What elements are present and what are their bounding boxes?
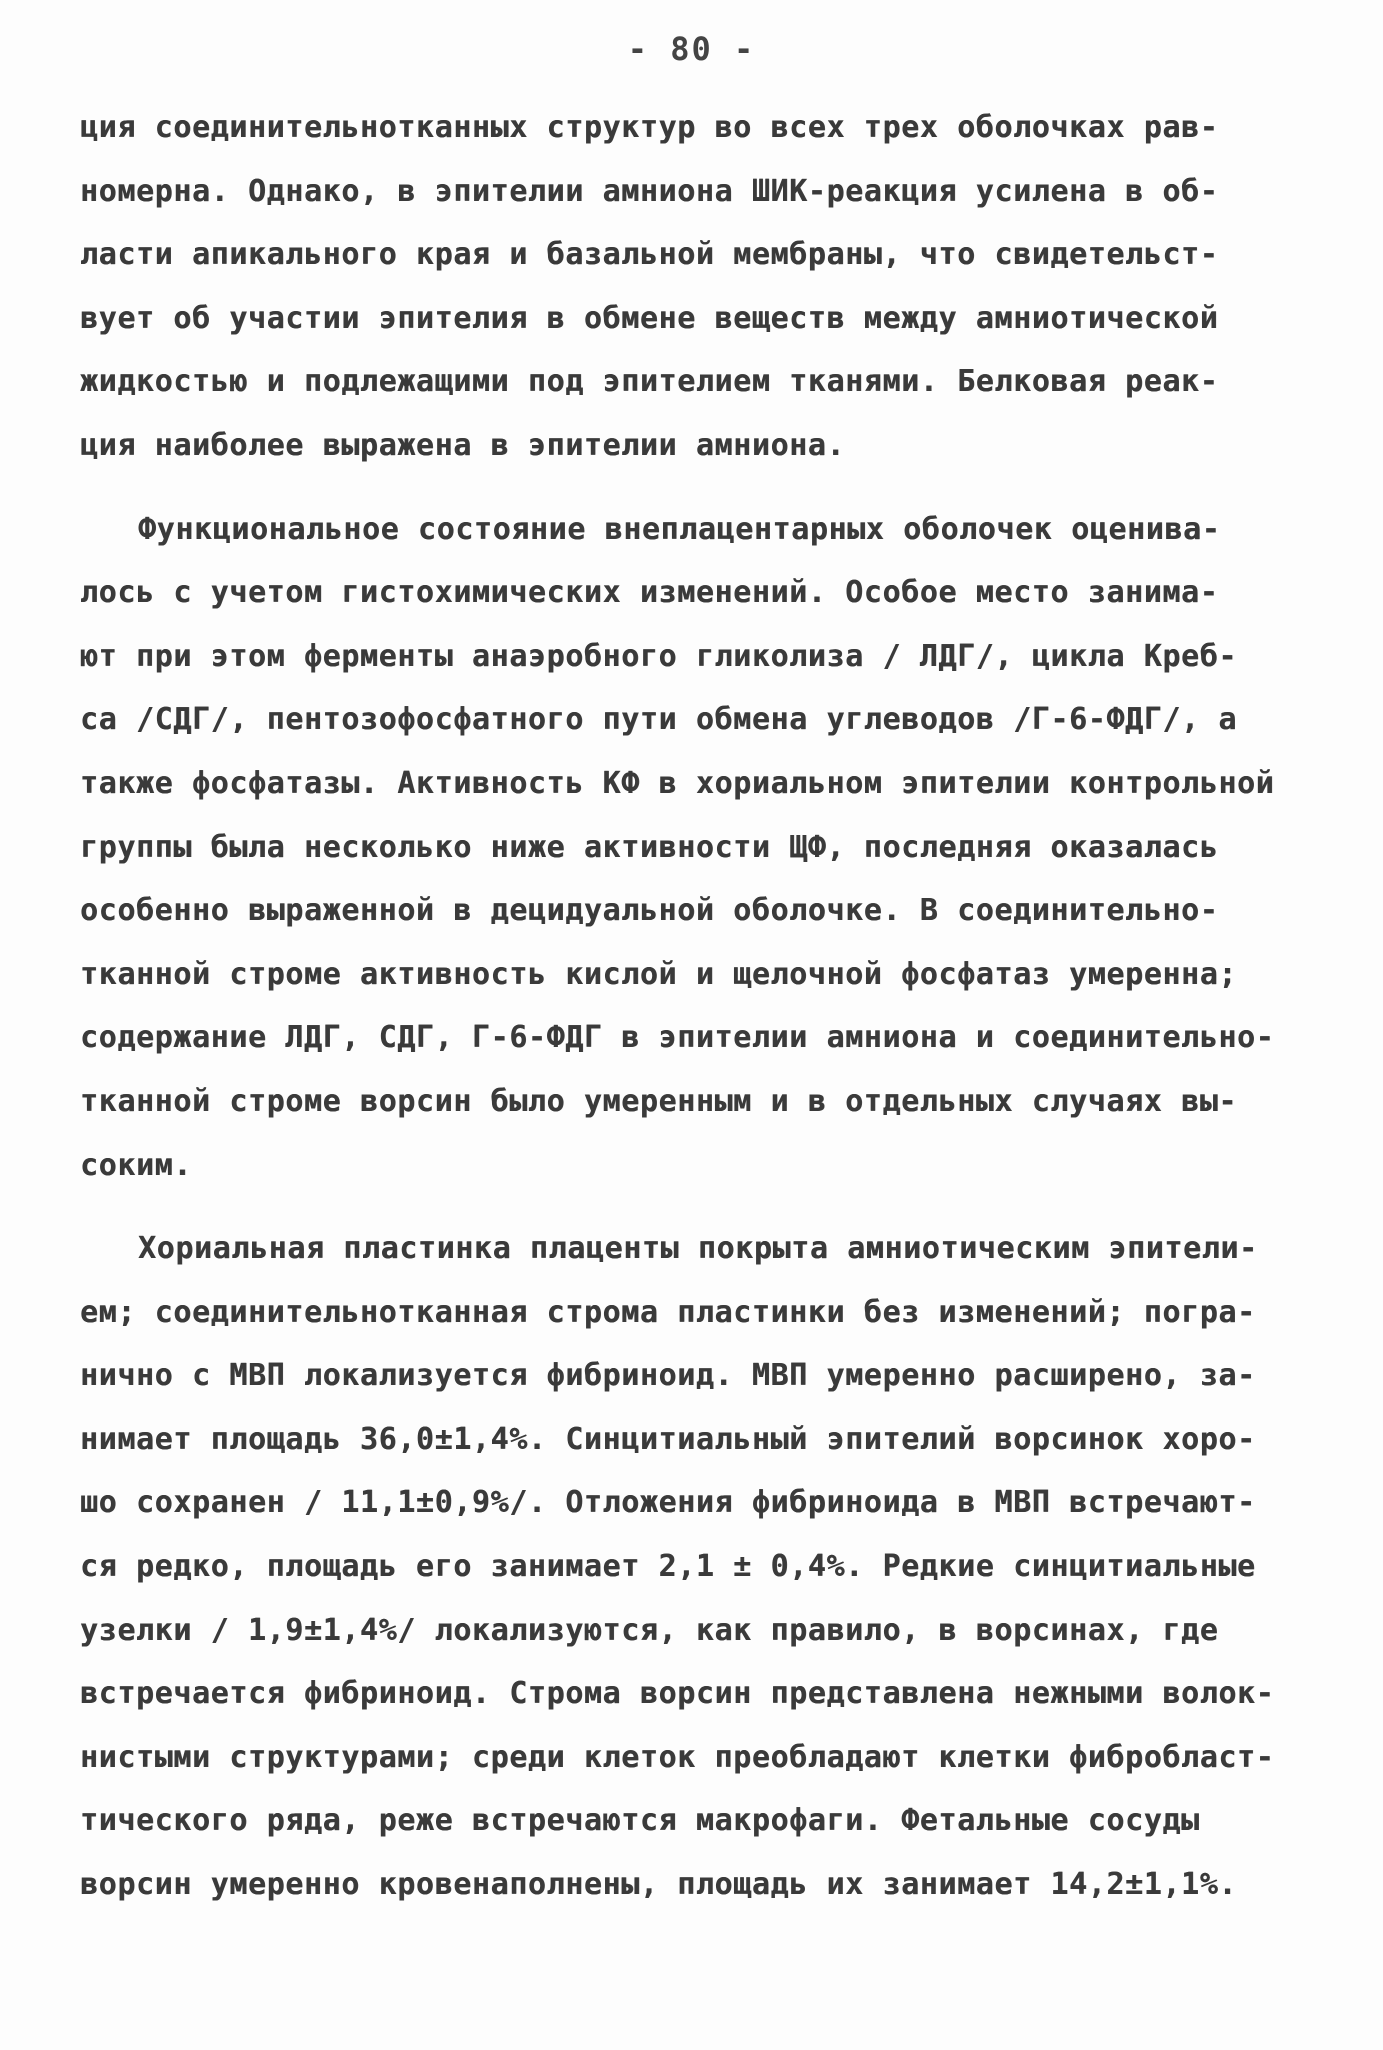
text-line: нимает площадь 36,0±1,4%. Синцитиальный эпителий ворсинок хоро- bbox=[80, 1421, 1256, 1457]
page-number: - 80 - bbox=[627, 30, 756, 68]
text-line: ют при этом ферменты анаэробного гликолиза / ЛДГ/, цикла Креб- bbox=[80, 638, 1238, 674]
paragraph-3 bbox=[80, 1217, 1310, 1917]
text-line: ласти апикального края и базальной мембраны, что свидетельст- bbox=[80, 237, 1219, 273]
body-text bbox=[80, 96, 1310, 1917]
text-line: тканной строме активность кислой и щелочной фосфатаз умеренна; bbox=[80, 956, 1238, 992]
text-line: вует об участии эпителия в обмене веществ между амниотической bbox=[80, 300, 1219, 336]
text-line: ция соединительнотканных структур во всех трех оболочках рав- bbox=[80, 110, 1219, 145]
text-line: узелки / 1,9±1,4%/ локализуются, как правило, в ворсинах, где bbox=[80, 1612, 1219, 1648]
text-line: группы была несколько ниже активности ЩФ, последняя оказалась bbox=[80, 829, 1219, 865]
text-line: ция наиболее выражена в эпителии амниона. bbox=[80, 427, 846, 463]
paragraph-gap bbox=[80, 478, 1310, 498]
paragraph-2 bbox=[80, 498, 1310, 1198]
text-line: встречается фибриноид. Строма ворсин представлена нежными волок- bbox=[80, 1676, 1275, 1712]
paragraph-1 bbox=[80, 96, 1310, 478]
text-line: шо сохранен / 11,1±0,9%/. Отложения фибриноида в МВП встречают- bbox=[80, 1485, 1256, 1521]
text-line: соким. bbox=[80, 1147, 192, 1183]
text-line: Функциональное состояние внеплацентарных оболочек оценива- bbox=[138, 511, 1221, 547]
text-line: жидкостью и подлежащими под эпителием тканями. Белковая реак- bbox=[80, 364, 1219, 400]
text-line: ем; соединительнотканная строма пластинки без изменений; погра- bbox=[80, 1294, 1256, 1330]
text-line: нистыми структурами; среди клеток преобладают клетки фибробласт- bbox=[80, 1739, 1275, 1775]
text-line: ся редко, площадь его занимает 2,1 ± 0,4%. Редкие синцитиальные bbox=[80, 1549, 1256, 1585]
text-line: нично с МВП локализуется фибриноид. МВП умеренно расширено, за- bbox=[80, 1358, 1256, 1394]
text-line: Хориальная пластинка плаценты покрыта амниотическим эпители- bbox=[138, 1231, 1258, 1267]
text-line: тического ряда, реже встречаются макрофаги. Фетальные сосуды bbox=[80, 1803, 1200, 1839]
text-line: содержание ЛДГ, СДГ, Г-6-ФДГ в эпителии амниона и соединительно- bbox=[80, 1020, 1275, 1056]
text-line: ворсин умеренно кровенаполнены, площадь их занимает 14,2±1,1%. bbox=[80, 1867, 1238, 1903]
text-line: тканной строме ворсин было умеренным и в отдельных случаях вы- bbox=[80, 1083, 1238, 1119]
text-line: также фосфатазы. Активность КФ в хориальном эпителии контрольной bbox=[80, 765, 1275, 801]
text-line: лось с учетом гистохимических изменений. Особое место занима- bbox=[80, 575, 1219, 611]
text-line: особенно выраженной в децидуальной оболочке. В соединительно- bbox=[80, 893, 1219, 929]
text-line: са /СДГ/, пентозофосфатного пути обмена углеводов /Г-6-ФДГ/, а bbox=[80, 702, 1238, 738]
paragraph-gap bbox=[80, 1197, 1310, 1217]
text-line: номерна. Однако, в эпителии амниона ШИК-реакция усилена в об- bbox=[80, 173, 1219, 209]
